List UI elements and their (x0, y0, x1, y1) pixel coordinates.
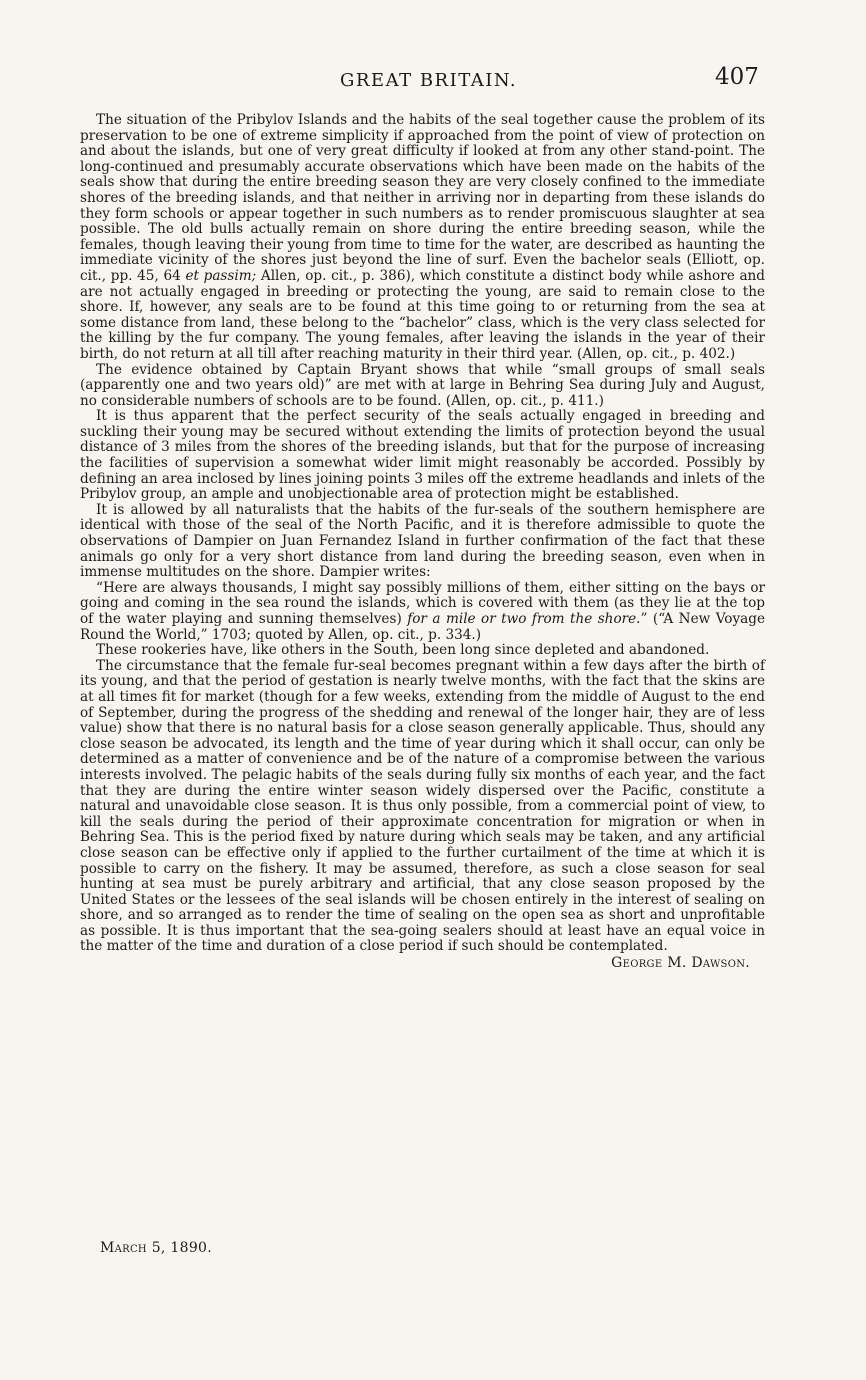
letter-date: March 5, 1890. (100, 1240, 212, 1256)
signature: George M. Dawson. (611, 955, 750, 972)
body-paragraph (80, 409, 765, 503)
paragraph-text: These rookeries have, like others in the South, been long since depleted and abandoned. (96, 642, 710, 659)
running-head: GREAT BRITAIN. (340, 70, 518, 91)
italic-text: for a mile or two from the shore. (407, 611, 641, 627)
body-paragraph (80, 113, 765, 363)
paragraph-text: Allen, op. cit., p. 386), which constitute a distinct body while ashore and are not actually engaged in breeding or protecting the young, are said to remain close to the shore. If, however, any seals are to be found at this time going to or returning from the sea at some distance from land, these belong to the “bachelor” class, which is the very class selected for the killing by the fur company. The young females, after leaving the islands in the year of their birth, do not return at all till after reaching maturity in their third year. (Allen, op. cit., p. 402.) (80, 267, 766, 362)
page-number: 407 (715, 64, 759, 90)
body-paragraph (80, 503, 765, 581)
paragraph-text: It is thus apparent that the perfect security of the seals actually engaged in breeding and suckling their young may be secured without extending the limits of protection beyond the usual distance of 3 miles from the shores of the breeding islands, but that for the purpose of increasing the facilities of supervision a somewhat wider limit might reasonably be accorded. Possibly by defining an area inclosed by lines joining points 3 miles off the extreme headlands and inlets of the Pribylov group, an ample and unobjectionable area of protection might be established. (80, 408, 765, 503)
paragraph-text: The evidence obtained by Captain Bryant shows that while “small groups of small seals (apparently one and two years old)” are met with at large in Behring Sea during July and August, no considerable numbers of schools are to be found. (Allen, op. cit., p. 411.) (80, 361, 765, 409)
italic-text: et passim; (185, 267, 257, 284)
body-paragraph (80, 659, 765, 955)
body-paragraph (80, 363, 765, 410)
paragraph-text: The circumstance that the female fur-seal becomes pregnant within a few days after the birth of its young, and that the period of gestation is nearly twelve months, with the fact that the skins are at all times fit for market (though for a few weeks, extending from the middle of August to the end of September, during the progress of the shedding and renewal of the longer hair, they are of less value) show that there is no natural basis for a close season generally applicable. Thus, should any close season be advocated, its length and the time of year during which it shall occur, can only be determined as a matter of convenience and be of the nature of a compromise between the various interests involved. The pelagic habits of the seals during fully six months of each year, and the fact that they are during the entire winter season widely dispersed over the Pacific, constitute a natural and unavoidable close season. It is thus only possible, from a commercial point of view, to kill the seals during the period of their approximate concentration for migration or when in Behring Sea. This is the period fixed by nature during which seals may be taken, and any artificial close season can be effective only if applied to the further curtailment of the time at which it is possible to carry on the fishery. It may be assumed, therefore, as such a close season for seal hunting at sea must be purely arbitrary and artificial, that any close season proposed by the United States or the lessees of the seal islands will be chosen entirely in the interest of sealing on shore, and so arranged as to render the time of sealing on the open sea as short and unprofitable as possible. It is thus important that the sea-going sealers should at least have an equal voice in the matter of the time and duration of a close period if such should be contemplated. (80, 657, 765, 955)
body-text (80, 113, 765, 971)
block-quote-paragraph (80, 581, 765, 643)
paragraph-text: It is allowed by all naturalists that the habits of the fur-seals of the southern hemisphere are identical with those of the seal of the North Pacific, and it is therefore admissible to quote the observations of Dampier on Juan Fernandez Island in further confirmation of the fact that these animals go only for a very short distance from land during the breeding season, even when in immense multitudes on the shore. Dampier writes: (80, 501, 765, 581)
paragraph-text: “Here are always thousands, I might say possibly millions of them, either sitting on the bays or going and coming in the sea round the islands, which is covered with them (as they lie at the top of the water playing and sunning themselves) (80, 579, 765, 627)
body-paragraph (80, 643, 765, 659)
paragraph-text: The situation of the Pribylov Islands and the habits of the seal together cause the problem of its preservation to be one of extreme simplicity if approached from the point of view of protection on and about the islands, but one of very great difficulty if looked at from any other stand-point. The long-continued and presumably accurate observations which have been made on the habits of the seals show that during the entire breeding season they are very closely confined to the immediate shores of the breeding islands, and that neither in arriving nor in departing from these islands do they form schools or appear together in such numbers as to render promiscuous slaughter at sea possible. The old bulls actually remain on shore during the entire breeding season, while the females, though leaving their young from time to time for the water, are described as haunting the immediate vicinity of the shores just beyond the line of surf. Even the bachelor seals (Elliott, op. cit., pp. 45, 64 (80, 112, 765, 284)
page-header (0, 64, 866, 98)
paragraph-text: ” (“A New Voyage Round the World,” 1703; quoted by Allen, op. cit., p. 334.) (80, 611, 766, 643)
